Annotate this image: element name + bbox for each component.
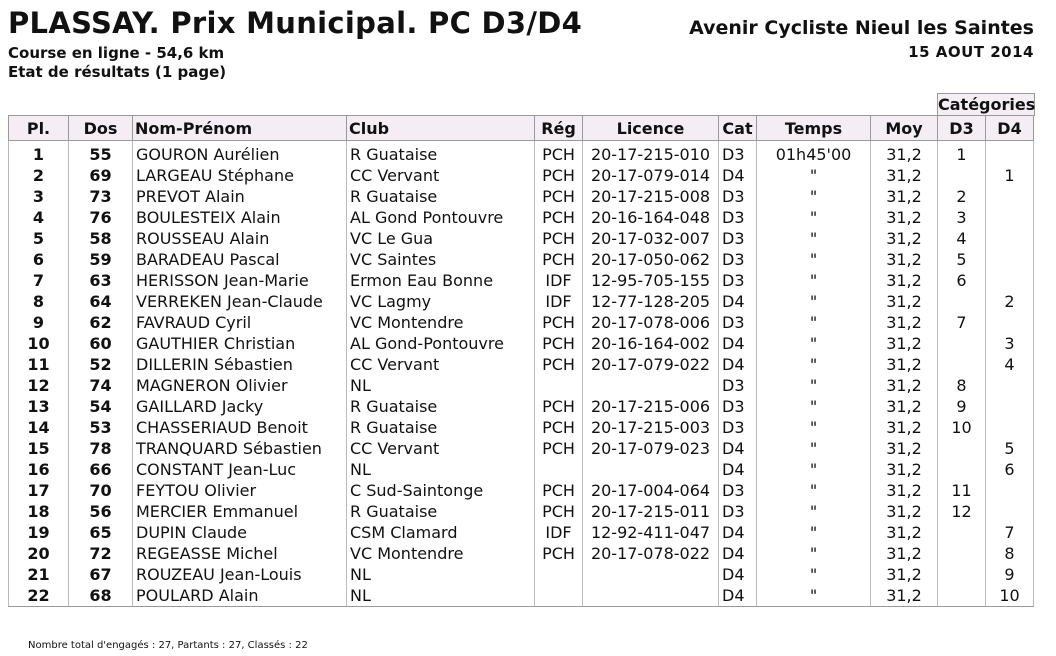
cell-place: 16: [9, 459, 69, 480]
cell-club: R Guataise: [347, 501, 535, 522]
cell-dossard: 58: [69, 228, 133, 249]
cell-d3: [938, 585, 986, 607]
cell-place: 6: [9, 249, 69, 270]
cell-time: ": [757, 501, 871, 522]
cell-region: PCH: [535, 165, 583, 186]
cell-d3: [938, 165, 986, 186]
cell-dossard: 64: [69, 291, 133, 312]
cell-d3: 9: [938, 396, 986, 417]
results-state: Etat de résultats (1 page): [8, 63, 227, 81]
table-row: [9, 417, 1034, 438]
table-row: [9, 438, 1034, 459]
cell-cat: D3: [719, 312, 757, 333]
cell-d4: 6: [986, 459, 1034, 480]
cell-licence: 20-17-050-062: [583, 249, 719, 270]
cell-d3: 12: [938, 501, 986, 522]
cell-licence: [583, 564, 719, 585]
cell-time: ": [757, 438, 871, 459]
cell-name: CHASSERIAUD Benoit: [133, 417, 347, 438]
cell-cat: D3: [719, 186, 757, 207]
cell-cat: D3: [719, 375, 757, 396]
cell-place: 15: [9, 438, 69, 459]
col-header-club: Club: [347, 116, 535, 141]
cell-name: TRANQUARD Sébastien: [133, 438, 347, 459]
cell-licence: 20-16-164-048: [583, 207, 719, 228]
cell-time: ": [757, 459, 871, 480]
table-row: [9, 186, 1034, 207]
cell-speed: 31,2: [871, 228, 938, 249]
cell-dossard: 70: [69, 480, 133, 501]
cell-name: HERISSON Jean-Marie: [133, 270, 347, 291]
cell-time: ": [757, 375, 871, 396]
cell-place: 14: [9, 417, 69, 438]
cell-place: 22: [9, 585, 69, 607]
cell-time: ": [757, 585, 871, 607]
table-row: [9, 333, 1034, 354]
cell-region: IDF: [535, 291, 583, 312]
table-row: [9, 141, 1034, 166]
cell-place: 3: [9, 186, 69, 207]
cell-licence: 20-17-079-014: [583, 165, 719, 186]
cell-club: VC Montendre: [347, 312, 535, 333]
cell-place: 21: [9, 564, 69, 585]
cell-cat: D3: [719, 270, 757, 291]
col-header-time: Temps: [757, 116, 871, 141]
cell-place: 9: [9, 312, 69, 333]
col-header-dossard: Dos: [69, 116, 133, 141]
cell-name: GAUTHIER Christian: [133, 333, 347, 354]
cell-region: PCH: [535, 354, 583, 375]
cell-dossard: 72: [69, 543, 133, 564]
cell-dossard: 76: [69, 207, 133, 228]
cell-d4: [986, 375, 1034, 396]
cell-speed: 31,2: [871, 312, 938, 333]
cell-place: 5: [9, 228, 69, 249]
cell-club: CC Vervant: [347, 165, 535, 186]
cell-speed: 31,2: [871, 270, 938, 291]
cell-d3: [938, 291, 986, 312]
cell-licence: 20-17-079-023: [583, 438, 719, 459]
cell-time: 01h45'00: [757, 141, 871, 166]
cell-dossard: 55: [69, 141, 133, 166]
results-body: [9, 141, 1034, 607]
cell-name: POULARD Alain: [133, 585, 347, 607]
col-header-d3: D3: [938, 116, 986, 141]
cell-dossard: 63: [69, 270, 133, 291]
cell-speed: 31,2: [871, 543, 938, 564]
cell-name: REGEASSE Michel: [133, 543, 347, 564]
cell-region: [535, 375, 583, 396]
table-row: [9, 207, 1034, 228]
cell-time: ": [757, 207, 871, 228]
cell-licence: 20-17-078-006: [583, 312, 719, 333]
cell-place: 13: [9, 396, 69, 417]
cell-d3: [938, 354, 986, 375]
cell-region: PCH: [535, 501, 583, 522]
cell-d4: [986, 249, 1034, 270]
cell-cat: D3: [719, 396, 757, 417]
cell-d3: 11: [938, 480, 986, 501]
cell-time: ": [757, 291, 871, 312]
cell-dossard: 56: [69, 501, 133, 522]
cell-place: 12: [9, 375, 69, 396]
cell-licence: 20-17-078-022: [583, 543, 719, 564]
cell-dossard: 53: [69, 417, 133, 438]
cell-region: IDF: [535, 522, 583, 543]
cell-licence: 20-17-215-003: [583, 417, 719, 438]
cell-region: PCH: [535, 396, 583, 417]
cell-cat: D4: [719, 459, 757, 480]
cell-d4: 2: [986, 291, 1034, 312]
cell-licence: 20-17-215-008: [583, 186, 719, 207]
cell-name: VERREKEN Jean-Claude: [133, 291, 347, 312]
cell-place: 1: [9, 141, 69, 166]
cell-region: PCH: [535, 141, 583, 166]
cell-club: NL: [347, 564, 535, 585]
table-row: [9, 354, 1034, 375]
cell-time: ": [757, 333, 871, 354]
cell-club: CC Vervant: [347, 354, 535, 375]
table-row: [9, 249, 1034, 270]
cell-name: BARADEAU Pascal: [133, 249, 347, 270]
cell-time: ": [757, 249, 871, 270]
cell-licence: 20-17-079-022: [583, 354, 719, 375]
cell-dossard: 59: [69, 249, 133, 270]
cell-club: R Guataise: [347, 141, 535, 166]
cell-speed: 31,2: [871, 249, 938, 270]
cell-d4: 1: [986, 165, 1034, 186]
cell-licence: [583, 375, 719, 396]
cell-time: ": [757, 165, 871, 186]
cell-cat: D3: [719, 207, 757, 228]
cell-place: 10: [9, 333, 69, 354]
table-row: [9, 270, 1034, 291]
cell-speed: 31,2: [871, 459, 938, 480]
table-row: [9, 522, 1034, 543]
cell-cat: D3: [719, 501, 757, 522]
cell-speed: 31,2: [871, 186, 938, 207]
cell-name: FEYTOU Olivier: [133, 480, 347, 501]
cell-club: R Guataise: [347, 417, 535, 438]
cell-name: MAGNERON Olivier: [133, 375, 347, 396]
cell-licence: 20-17-215-011: [583, 501, 719, 522]
cell-cat: D3: [719, 141, 757, 166]
cell-d3: 8: [938, 375, 986, 396]
cell-d4: [986, 312, 1034, 333]
table-row: [9, 480, 1034, 501]
cell-d4: [986, 141, 1034, 166]
cell-club: AL Gond-Pontouvre: [347, 333, 535, 354]
cell-dossard: 78: [69, 438, 133, 459]
cell-cat: D3: [719, 417, 757, 438]
cell-d4: [986, 501, 1034, 522]
cell-time: ": [757, 228, 871, 249]
cell-name: ROUSSEAU Alain: [133, 228, 347, 249]
cell-dossard: 66: [69, 459, 133, 480]
cell-d4: [986, 480, 1034, 501]
cell-speed: 31,2: [871, 480, 938, 501]
cell-time: ": [757, 270, 871, 291]
cell-d4: [986, 270, 1034, 291]
cell-cat: D4: [719, 585, 757, 607]
cell-dossard: 65: [69, 522, 133, 543]
cell-region: PCH: [535, 417, 583, 438]
cell-speed: 31,2: [871, 333, 938, 354]
cell-name: GAILLARD Jacky: [133, 396, 347, 417]
cell-d4: 7: [986, 522, 1034, 543]
cell-d3: [938, 459, 986, 480]
cell-name: CONSTANT Jean-Luc: [133, 459, 347, 480]
cell-d3: 10: [938, 417, 986, 438]
cell-place: 11: [9, 354, 69, 375]
cell-d4: [986, 186, 1034, 207]
cell-time: ": [757, 417, 871, 438]
cell-dossard: 52: [69, 354, 133, 375]
cell-speed: 31,2: [871, 417, 938, 438]
cell-d4: [986, 228, 1034, 249]
table-row: [9, 291, 1034, 312]
cell-d3: 6: [938, 270, 986, 291]
cell-club: R Guataise: [347, 396, 535, 417]
event-date: 15 AOUT 2014: [908, 43, 1034, 61]
cell-d4: 3: [986, 333, 1034, 354]
table-row: [9, 501, 1034, 522]
course-info: Course en ligne - 54,6 km: [8, 44, 225, 62]
cell-club: VC Montendre: [347, 543, 535, 564]
cell-time: ": [757, 186, 871, 207]
cell-club: C Sud-Saintonge: [347, 480, 535, 501]
cell-club: VC Saintes: [347, 249, 535, 270]
cell-cat: D4: [719, 291, 757, 312]
cell-d3: [938, 522, 986, 543]
col-header-cat: Cat: [719, 116, 757, 141]
cell-d3: 7: [938, 312, 986, 333]
cell-region: PCH: [535, 333, 583, 354]
cell-club: VC Le Gua: [347, 228, 535, 249]
cell-d4: 4: [986, 354, 1034, 375]
cell-cat: D4: [719, 165, 757, 186]
col-header-licence: Licence: [583, 116, 719, 141]
cell-dossard: 62: [69, 312, 133, 333]
cell-name: GOURON Aurélien: [133, 141, 347, 166]
cell-cat: D4: [719, 438, 757, 459]
cell-region: PCH: [535, 543, 583, 564]
cell-cat: D4: [719, 564, 757, 585]
cell-name: BOULESTEIX Alain: [133, 207, 347, 228]
cell-dossard: 68: [69, 585, 133, 607]
cell-licence: 20-17-215-006: [583, 396, 719, 417]
cell-time: ": [757, 396, 871, 417]
results-table: [8, 115, 1034, 607]
cell-dossard: 67: [69, 564, 133, 585]
cell-d4: [986, 396, 1034, 417]
cell-place: 7: [9, 270, 69, 291]
table-row: [9, 564, 1034, 585]
table-row: [9, 228, 1034, 249]
cell-region: PCH: [535, 228, 583, 249]
cell-club: NL: [347, 585, 535, 607]
cell-cat: D4: [719, 543, 757, 564]
cell-time: ": [757, 312, 871, 333]
cell-licence: 20-17-004-064: [583, 480, 719, 501]
cell-d4: 9: [986, 564, 1034, 585]
cell-time: ": [757, 543, 871, 564]
cell-d4: 10: [986, 585, 1034, 607]
cell-place: 20: [9, 543, 69, 564]
cell-region: [535, 459, 583, 480]
cell-d3: 2: [938, 186, 986, 207]
table-row: [9, 312, 1034, 333]
cell-place: 8: [9, 291, 69, 312]
cell-licence: 12-77-128-205: [583, 291, 719, 312]
cell-region: PCH: [535, 249, 583, 270]
cell-d3: 5: [938, 249, 986, 270]
footer-note: Nombre total d'engagés : 27, Partants : 27, Classés : 22: [28, 640, 308, 651]
cell-d4: 5: [986, 438, 1034, 459]
cell-name: ROUZEAU Jean-Louis: [133, 564, 347, 585]
cell-d3: [938, 543, 986, 564]
cell-place: 2: [9, 165, 69, 186]
col-header-d4: D4: [986, 116, 1034, 141]
cell-dossard: 54: [69, 396, 133, 417]
cell-region: PCH: [535, 207, 583, 228]
cell-d3: 3: [938, 207, 986, 228]
table-row: [9, 396, 1034, 417]
col-header-place: Pl.: [9, 116, 69, 141]
cell-dossard: 74: [69, 375, 133, 396]
cell-place: 4: [9, 207, 69, 228]
cell-d3: [938, 333, 986, 354]
cell-place: 18: [9, 501, 69, 522]
cell-region: PCH: [535, 480, 583, 501]
col-header-name: Nom-Prénom: [133, 116, 347, 141]
cell-speed: 31,2: [871, 141, 938, 166]
cell-club: NL: [347, 459, 535, 480]
cell-licence: 20-16-164-002: [583, 333, 719, 354]
cell-cat: D3: [719, 249, 757, 270]
cell-speed: 31,2: [871, 207, 938, 228]
cell-time: ": [757, 354, 871, 375]
cell-place: 17: [9, 480, 69, 501]
cell-region: [535, 585, 583, 607]
cell-time: ": [757, 480, 871, 501]
cell-region: PCH: [535, 186, 583, 207]
cell-region: [535, 564, 583, 585]
cell-d3: 1: [938, 141, 986, 166]
cell-d4: [986, 207, 1034, 228]
cell-licence: 12-95-705-155: [583, 270, 719, 291]
cell-d3: [938, 438, 986, 459]
cell-speed: 31,2: [871, 585, 938, 607]
cell-speed: 31,2: [871, 165, 938, 186]
cell-region: PCH: [535, 438, 583, 459]
cell-licence: 12-92-411-047: [583, 522, 719, 543]
cell-club: NL: [347, 375, 535, 396]
table-header-row: [9, 116, 1034, 141]
page-title: PLASSAY. Prix Municipal. PC D3/D4: [8, 6, 583, 40]
cell-club: Ermon Eau Bonne: [347, 270, 535, 291]
table-row: [9, 585, 1034, 607]
cell-club: CSM Clamard: [347, 522, 535, 543]
cell-time: ": [757, 522, 871, 543]
cell-cat: D3: [719, 228, 757, 249]
cell-name: PREVOT Alain: [133, 186, 347, 207]
cell-region: PCH: [535, 312, 583, 333]
cell-cat: D4: [719, 354, 757, 375]
cell-speed: 31,2: [871, 396, 938, 417]
cell-speed: 31,2: [871, 375, 938, 396]
cell-speed: 31,2: [871, 564, 938, 585]
cell-club: AL Gond Pontouvre: [347, 207, 535, 228]
col-header-region: Rég: [535, 116, 583, 141]
cell-speed: 31,2: [871, 522, 938, 543]
cell-region: IDF: [535, 270, 583, 291]
cell-cat: D4: [719, 522, 757, 543]
table-row: [9, 543, 1034, 564]
cell-d3: 4: [938, 228, 986, 249]
cell-licence: [583, 585, 719, 607]
cell-d4: 8: [986, 543, 1034, 564]
cell-licence: 20-17-215-010: [583, 141, 719, 166]
cell-speed: 31,2: [871, 354, 938, 375]
cell-club: CC Vervant: [347, 438, 535, 459]
cell-name: MERCIER Emmanuel: [133, 501, 347, 522]
cell-dossard: 69: [69, 165, 133, 186]
cell-speed: 31,2: [871, 438, 938, 459]
cell-club: R Guataise: [347, 186, 535, 207]
cell-time: ": [757, 564, 871, 585]
cell-name: DILLERIN Sébastien: [133, 354, 347, 375]
table-row: [9, 459, 1034, 480]
cell-club: VC Lagmy: [347, 291, 535, 312]
col-header-speed: Moy: [871, 116, 938, 141]
cell-dossard: 73: [69, 186, 133, 207]
categories-header: Catégories: [938, 95, 1036, 114]
cell-d3: [938, 564, 986, 585]
cell-name: LARGEAU Stéphane: [133, 165, 347, 186]
cell-d4: [986, 417, 1034, 438]
cell-name: FAVRAUD Cyril: [133, 312, 347, 333]
cell-licence: 20-17-032-007: [583, 228, 719, 249]
table-row: [9, 165, 1034, 186]
cell-cat: D4: [719, 333, 757, 354]
cell-dossard: 60: [69, 333, 133, 354]
cell-speed: 31,2: [871, 291, 938, 312]
cell-place: 19: [9, 522, 69, 543]
cell-name: DUPIN Claude: [133, 522, 347, 543]
organizer-name: Avenir Cycliste Nieul les Saintes: [689, 17, 1034, 39]
table-row: [9, 375, 1034, 396]
cell-speed: 31,2: [871, 501, 938, 522]
cell-licence: [583, 459, 719, 480]
cell-cat: D3: [719, 480, 757, 501]
